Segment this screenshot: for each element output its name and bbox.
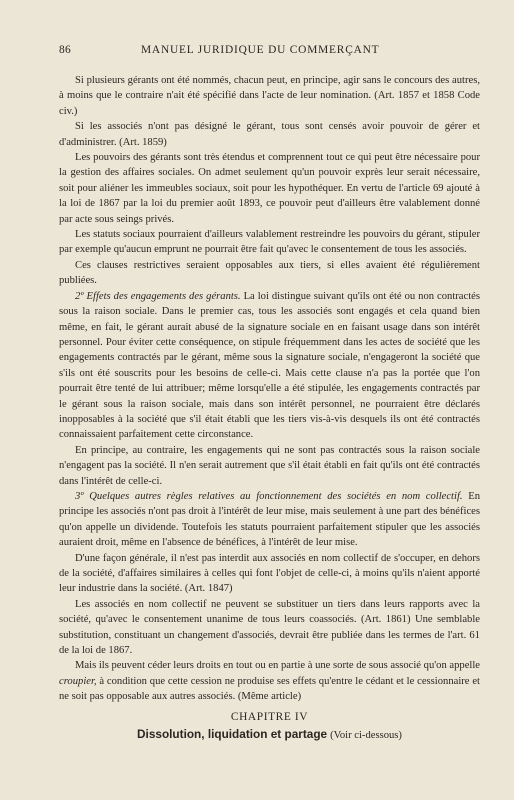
page-body	[59, 73, 480, 705]
paragraph-9: D'une façon générale, il n'est pas interdit aux associés en nom collectif de s'occuper, en dehors de la société, d'affaires similaires à celles qui font l'objet de celle-ci, à moins qu'ils n'aient apporté leur industrie dans la société. (Art. 1847)	[59, 552, 480, 595]
paragraph-8	[59, 489, 480, 551]
paragraph-8-text: En principe les associés n'ont pas droit à l'intérêt de leur mise, mais seulement à une part des bénéfices qu'on appelle un dividende. Toutefois les statuts pourraient parfaitement stipuler que les associés auraient droit, même en l'absence de bénéfices, à l'intérêt de leur mise.	[59, 490, 480, 549]
paragraph-6	[59, 289, 480, 443]
paragraph-11-text-b: à condition que cette cession ne produise ses effets qu'entre le cédant et le cessionnaire et ne soit pas opposable aux autres associés. (Même article)	[59, 675, 480, 703]
paragraph-6-text: La loi distingue suivant qu'ils ont été ou non contractés sous la raison sociale. Dans le premier cas, tous les associés sont engagés et cela quand bien même, en fait, le gérant aurait abusé de la signature sociale en en faisant usage dans son intérêt personnel. Pour éviter cette conséquence, on stipule fréquemment dans les actes de société que les engagements contractés par le gérant, même sous la signature sociale, n'engageront la société que s'ils ont été souscrits pour les besoins de celle-ci. Mais cette clause n'a pas la portée que l'on pourrait être tenté de lui attribuer; même lorsqu'elle a été stipulée, les engagements contractés par le gérant sous la raison sociale, mais dans son intérêt personnel, ne pourraient être déclarés inopposables à la société que s'il était établi que les tiers vis-à-vis desquels ils ont été contractés connaissaient parfaitement cette circonstance.	[59, 290, 480, 441]
paragraph-11-text-a: Mais ils peuvent céder leurs droits en tout ou en partie à une sorte de sous associé qu'on appelle	[75, 660, 480, 672]
chapter-number: CHAPITRE IV	[230, 710, 309, 723]
paragraph-5: Ces clauses restrictives seraient opposables aux tiers, si elles avaient été régulièrement publiées.	[59, 259, 480, 287]
paragraph-1: Si plusieurs gérants ont été nommés, chacun peut, en principe, agir sans le concours des autres, à moins que le contraire n'ait été spécifié dans l'acte de leur nomination. (Art. 1857 et 1858 Code civ.)	[59, 75, 480, 117]
paragraph-4: Les statuts sociaux pourraient d'ailleurs valablement restreindre les pouvoirs du gérant, stipuler par exemple qu'aucun emprunt ne pourrait être fait qu'avec le consentement de tous les associés.	[59, 229, 480, 256]
paragraph-7: En principe, au contraire, les engagements qui ne sont pas contractés sous la raison sociale n'engagent pas la société. Il n'en serait autrement que s'il était établi en fait qu'ils ont été contractés dans l'intérêt de celle-ci.	[59, 444, 480, 487]
paragraph-2: Si les associés n'ont pas désigné le gérant, tous sont censés avoir pouvoir de gérer et d'administrer. (Art. 1859)	[59, 121, 480, 148]
page-number: 86	[59, 44, 71, 56]
paragraph-3: Les pouvoirs des gérants sont très étendus et comprennent tout ce qui peut être nécessaire pour la gestion des affaires sociales. On admet seulement qu'un pouvoir exprès leur serait nécessaire, soit pour aliéner les immeubles sociaux, soit pour les hypothéquer. En vertu de l'article 69 ajouté à la loi de 1867 par la loi du premier août 1893, ce pouvoir peut d'ailleurs être valablement donné par acte sous seings privés.	[59, 152, 480, 225]
paragraph-11	[59, 658, 480, 704]
chapter-title	[59, 727, 480, 742]
paragraph-10: Les associés en nom collectif ne peuvent se substituer un tiers dans leurs rapports avec la société, qu'avec le consentement unanime de tous leurs coassociés. (Art. 1861) Une semblable substitution, constituant un changement d'associés, devrait être publiée dans les termes de l'art. 61 de la loi de 1867.	[59, 598, 480, 657]
section-heading-2: 2º Effets des engagements des gérants.	[75, 290, 241, 302]
section-heading-3: 3º Quelques autres règles relatives au fonctionnement des sociétés en nom collectif.	[75, 490, 463, 502]
page-header	[59, 44, 480, 64]
chapter-title-text: Dissolution, liquidation et partage	[137, 726, 328, 741]
running-title: MANUEL JURIDIQUE DU COMMERÇANT	[141, 44, 380, 56]
chapter-title-note: (Voir ci-dessous)	[330, 729, 402, 741]
term-croupier: croupier,	[59, 675, 97, 687]
